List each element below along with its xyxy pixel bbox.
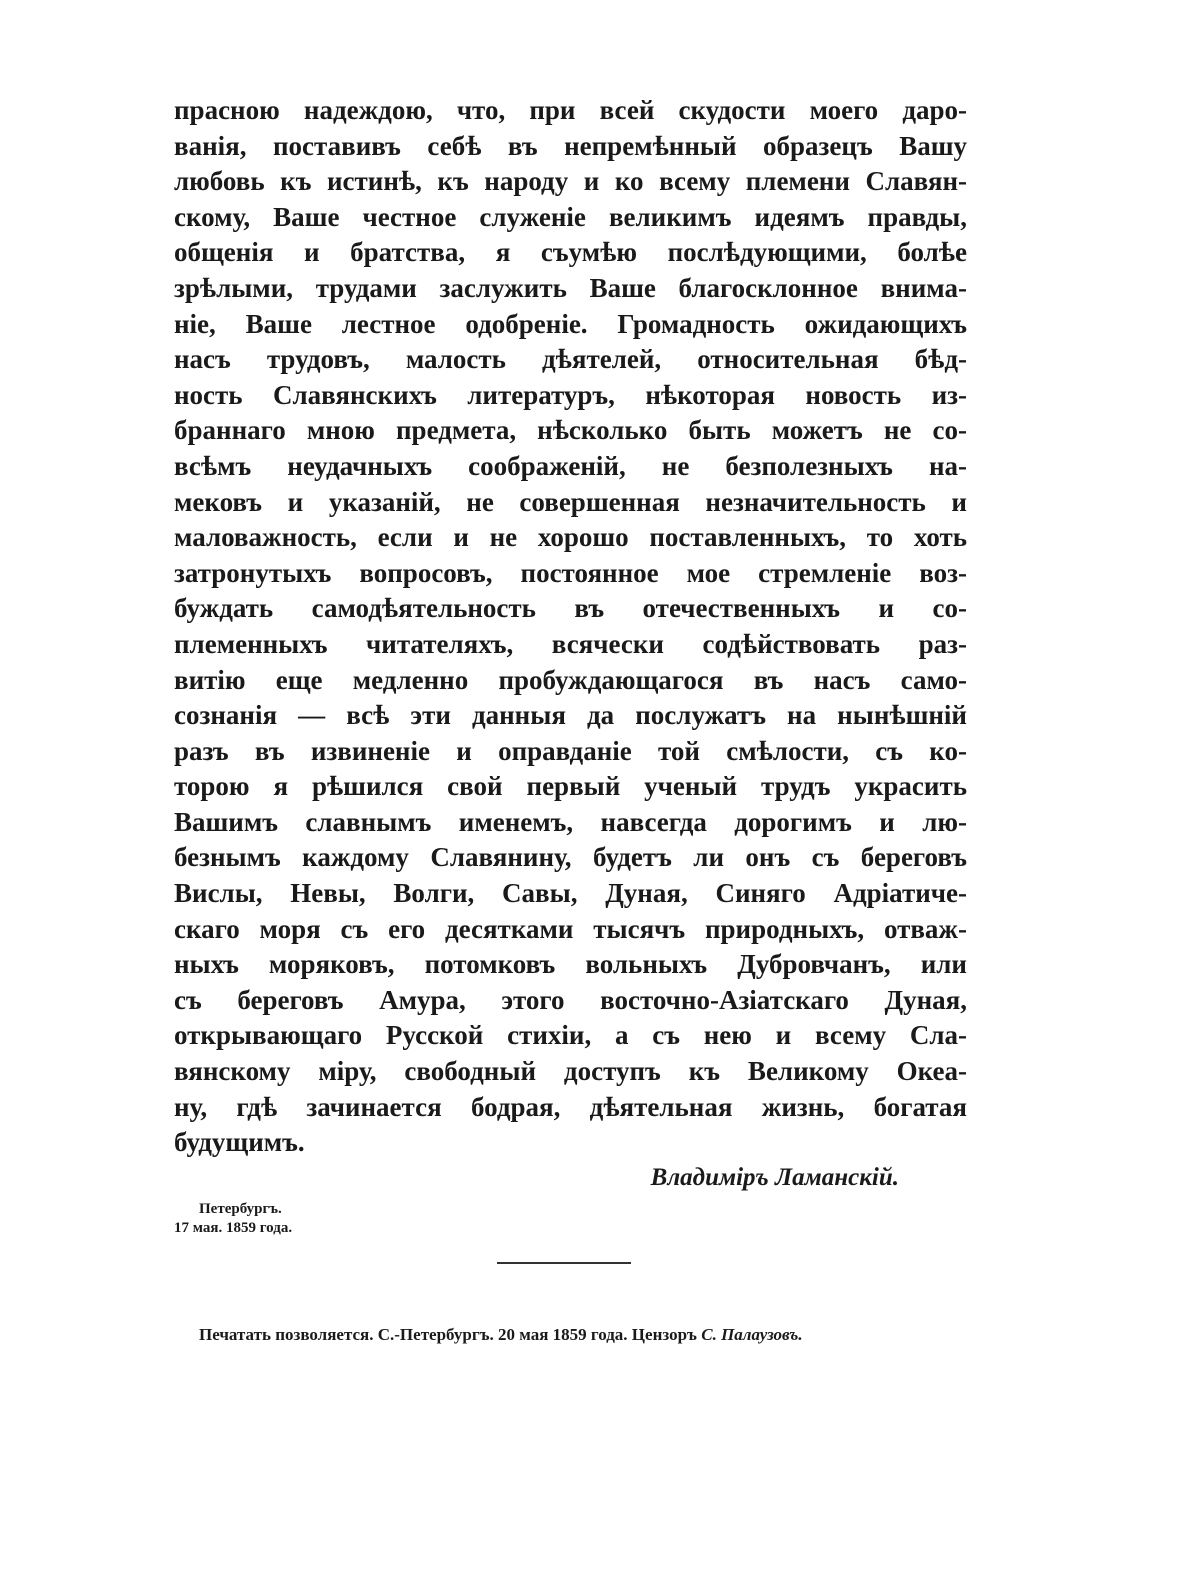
text-line: скаго моря съ его десятками тысячъ природныхъ, отваж- — [174, 913, 967, 944]
censor-text: Печатать позволяется. С.-Петербургъ. 20 мая 1859 года. Цензоръ — [199, 1325, 697, 1344]
text-line: ну, гдѣ зачинается бодрая, дѣятельная жизнь, богатая — [174, 1091, 967, 1122]
censorship-approval — [199, 1325, 803, 1345]
text-line: всѣмъ неудачныхъ соображеній, не безполезныхъ на- — [174, 450, 967, 481]
text-line: безнымъ каждому Славянину, будетъ ли онъ съ береговъ — [174, 842, 967, 873]
text-line: общенія и братства, я съумѣю послѣдующими, болѣе — [174, 237, 967, 268]
text-line: зрѣлыми, трудами заслужить Ваше благосклонное внима- — [174, 272, 967, 303]
author-signature: Владиміръ Ламанскій. — [650, 1164, 899, 1191]
text-line: сознанія — всѣ эти данныя да послужатъ на нынѣшній — [174, 700, 967, 731]
date-of-writing: 17 мая. 1859 года. — [174, 1220, 293, 1236]
text-line: племенныхъ читателяхъ, всячески содѣйствовать раз- — [174, 628, 967, 659]
place-of-writing: Петербургъ. — [199, 1201, 282, 1217]
separator-rule — [497, 1262, 631, 1264]
text-line: вянскому міру, свободный доступъ къ Великому Океа- — [174, 1056, 967, 1087]
text-line: витію еще медленно пробуждающагося въ насъ само- — [174, 664, 967, 695]
text-line: мековъ и указаній, не совершенная незначительность и — [174, 486, 967, 517]
censor-name: С. Палаузовъ. — [701, 1325, 803, 1344]
text-line: браннаго мною предмета, нѣсколько быть можетъ не со- — [174, 415, 967, 446]
place-date-block — [174, 1200, 292, 1238]
text-line: затронутыхъ вопросовъ, постоянное мое стремленіе воз- — [174, 557, 967, 588]
text-line: скому, Ваше честное служеніе великимъ идеямъ правды, — [174, 201, 967, 232]
text-line: буждать самодѣятельность въ отечественныхъ и со- — [174, 593, 967, 624]
text-line: будущимъ. — [174, 1127, 305, 1158]
text-line: Вислы, Невы, Волги, Савы, Дуная, Синяго Адріатиче- — [174, 878, 967, 909]
text-line: маловажность, если и не хорошо поставленныхъ, то хоть — [174, 522, 967, 553]
text-line: любовь къ истинѣ, къ народу и ко всему племени Славян- — [174, 166, 967, 197]
text-line: разъ въ извиненіе и оправданіе той смѣлости, съ ко- — [174, 735, 967, 766]
text-line: открывающаго Русской стихіи, а съ нею и всему Сла- — [174, 1020, 967, 1051]
text-line: насъ трудовъ, малость дѣятелей, относительная бѣд- — [174, 344, 967, 375]
text-line: ность Славянскихъ литературъ, нѣкоторая новость из- — [174, 379, 967, 410]
dedication-text — [174, 93, 967, 1161]
text-line: Вашимъ славнымъ именемъ, навсегда дорогимъ и лю- — [174, 806, 967, 837]
text-line: прасною надеждою, что, при всей скудости моего даро- — [174, 95, 967, 125]
text-line: ныхъ моряковъ, потомковъ вольныхъ Дубровчанъ, или — [174, 949, 967, 980]
text-line: съ береговъ Амура, этого восточно-Азіатскаго Дуная, — [174, 984, 967, 1015]
text-line: ніе, Ваше лестное одобреніе. Громадность ожидающихъ — [174, 308, 967, 339]
text-line: торою я рѣшился свой первый ученый трудъ украсить — [174, 771, 967, 802]
text-line: ванія, поставивъ себѣ въ непремѣнный образецъ Вашу — [174, 130, 967, 161]
